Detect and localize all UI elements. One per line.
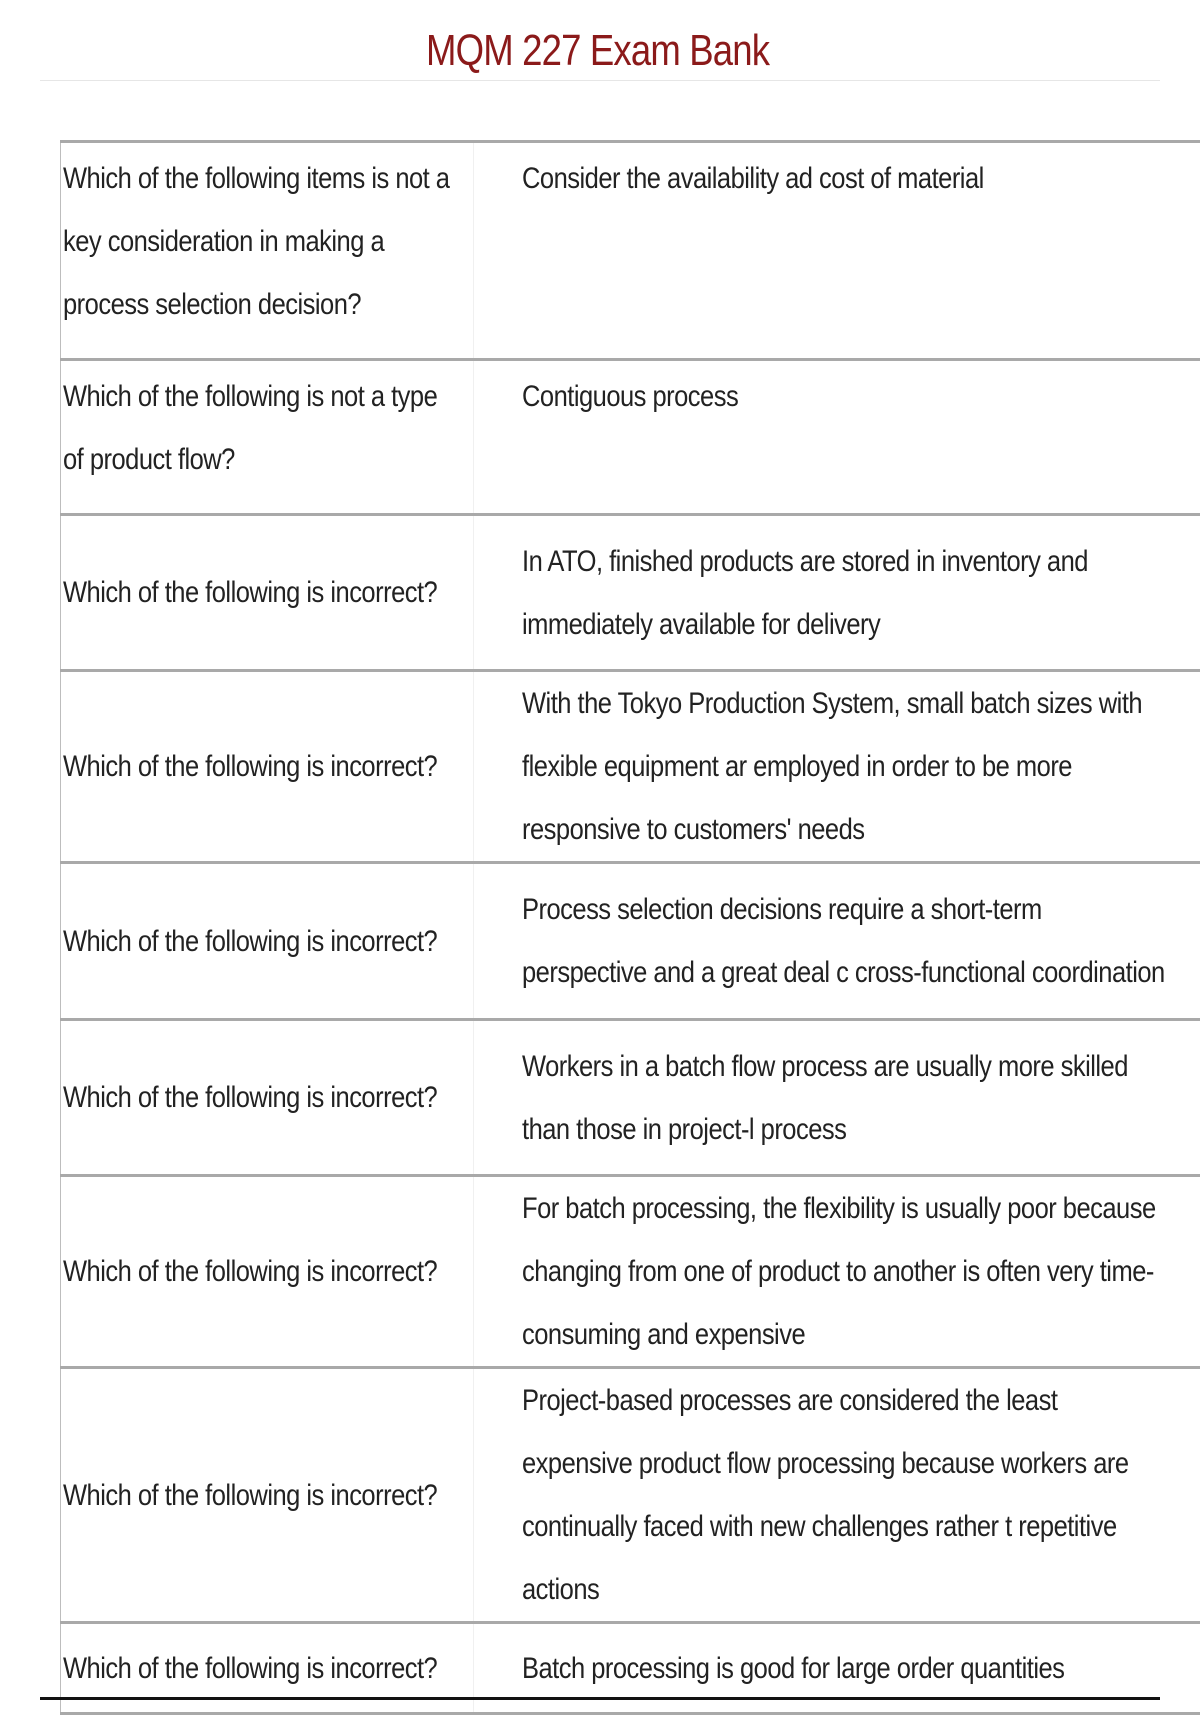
question-cell bbox=[61, 1176, 474, 1368]
question-text: Which of the following is incorrect? bbox=[63, 735, 463, 798]
answer-cell bbox=[474, 1020, 1200, 1176]
answer-text: Workers in a batch flow process are usually more skilled than those in project-l process bbox=[522, 1035, 1168, 1161]
qa-table bbox=[60, 140, 1200, 1715]
table-row bbox=[61, 1368, 1200, 1623]
question-text: Which of the following is incorrect? bbox=[63, 910, 463, 973]
answer-cell bbox=[474, 142, 1200, 360]
answer-text: Batch processing is good for large order quantities bbox=[522, 1637, 1168, 1700]
table-row bbox=[61, 360, 1200, 515]
question-cell bbox=[61, 1020, 474, 1176]
table-row bbox=[61, 1176, 1200, 1368]
table-row bbox=[61, 515, 1200, 671]
question-cell bbox=[61, 1368, 474, 1623]
question-text: Which of the following is incorrect? bbox=[63, 1464, 463, 1527]
answer-text: With the Tokyo Production System, small batch sizes with flexible equipment ar employed in order to be more responsive to customers' needs bbox=[522, 672, 1168, 861]
answer-text: Consider the availability ad cost of material bbox=[522, 147, 1168, 210]
header-divider bbox=[40, 80, 1160, 81]
answer-text: Contiguous process bbox=[522, 365, 1168, 428]
table-row bbox=[61, 671, 1200, 863]
question-text: Which of the following is incorrect? bbox=[63, 1240, 463, 1303]
answer-cell bbox=[474, 515, 1200, 671]
answer-cell bbox=[474, 360, 1200, 515]
answer-cell bbox=[474, 1176, 1200, 1368]
question-cell bbox=[61, 142, 474, 360]
question-cell bbox=[61, 863, 474, 1020]
answer-text: Process selection decisions require a short-term perspective and a great deal c cross-functional coordination bbox=[522, 878, 1168, 1004]
answer-text: For batch processing, the flexibility is usually poor because changing from one of product to another is often very time-consuming and expensive bbox=[522, 1177, 1168, 1366]
table-row bbox=[61, 863, 1200, 1020]
question-cell bbox=[61, 515, 474, 671]
question-text: Which of the following is incorrect? bbox=[63, 561, 463, 624]
answer-cell bbox=[474, 1368, 1200, 1623]
answer-cell bbox=[474, 863, 1200, 1020]
question-text: Which of the following is incorrect? bbox=[63, 1066, 463, 1129]
question-cell bbox=[61, 671, 474, 863]
question-text: Which of the following is not a type of product flow? bbox=[63, 365, 463, 491]
table-row bbox=[61, 142, 1200, 360]
question-text: Which of the following is incorrect? bbox=[63, 1637, 463, 1700]
question-cell bbox=[61, 360, 474, 515]
table-row bbox=[61, 1020, 1200, 1176]
answer-text: In ATO, finished products are stored in inventory and immediately available for delivery bbox=[522, 530, 1168, 656]
question-text: Which of the following items is not a key consideration in making a process selection decision? bbox=[63, 147, 463, 336]
page-title: MQM 227 Exam Bank bbox=[0, 26, 1195, 76]
answer-cell bbox=[474, 671, 1200, 863]
answer-text: Project-based processes are considered the least expensive product flow processing because workers are continually faced with new challenges rather t repetitive actions bbox=[522, 1369, 1168, 1621]
